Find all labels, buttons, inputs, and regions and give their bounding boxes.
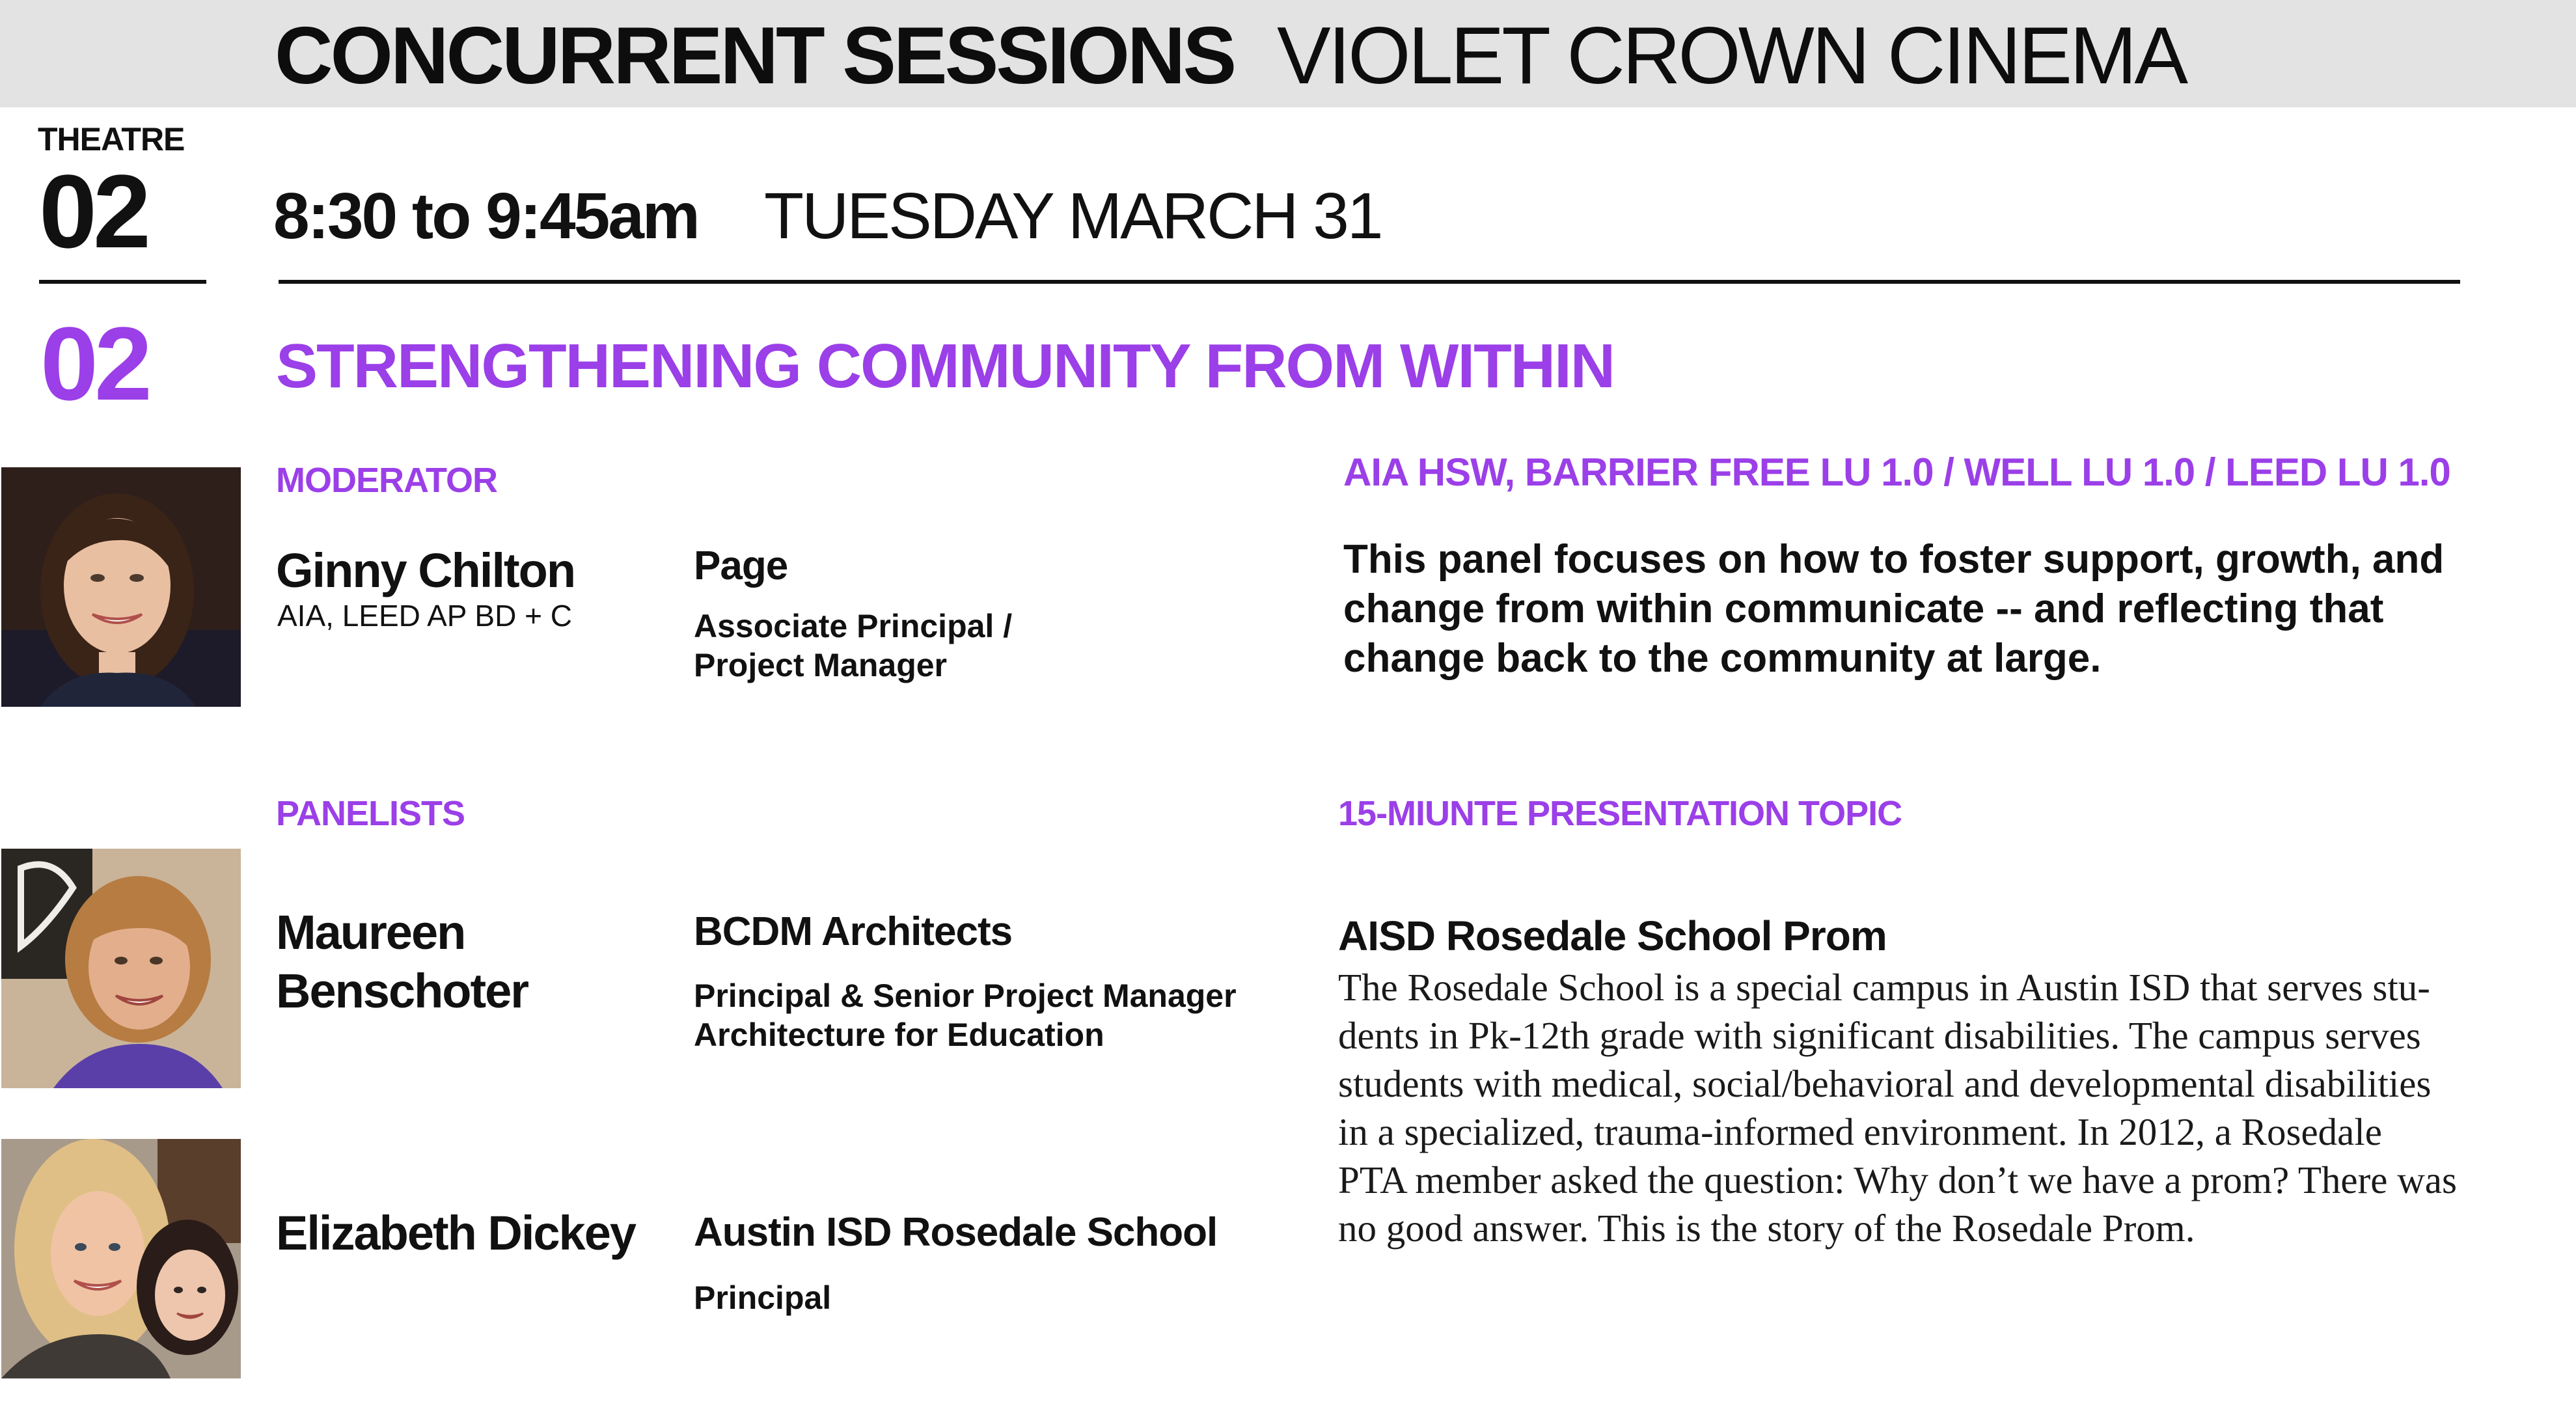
- page-title: CONCURRENT SESSIONS: [275, 11, 1235, 101]
- moderator-role-line2: Project Manager: [694, 647, 948, 683]
- presentation-section-label: 15-MIUNTE PRESENTATION TOPIC: [1338, 794, 1902, 833]
- moderator-credentials: AIA, LEED AP BD + C: [277, 599, 572, 633]
- divider-left: [39, 280, 206, 284]
- panelist-name-line1: Maureen: [276, 905, 465, 959]
- presentation-body-line: in a specialized, trauma-informed environment. In 2012, a Rosedale: [1338, 1110, 2382, 1153]
- moderator-section-label: MODERATOR: [276, 461, 497, 500]
- presentation-body: [1338, 963, 2529, 1252]
- panelist-role-line1: Principal & Senior Project Manager: [694, 978, 1237, 1014]
- presentation-body-line: students with medical, social/behavioral and developmental disabilities: [1338, 1062, 2432, 1105]
- panelist-photo: [1, 1139, 241, 1378]
- portrait-icon: [1, 849, 241, 1088]
- session-number: 02: [40, 305, 148, 422]
- presentation-body-line: no good answer. This is the story of the Rosedale Prom.: [1338, 1207, 2195, 1250]
- panelist-photo: [1, 849, 241, 1088]
- panelist-name-line2: Benschoter: [276, 964, 528, 1018]
- panelist-organization: BCDM Architects: [694, 909, 1013, 954]
- panelist-role: Principal: [694, 1280, 832, 1316]
- session-date: TUESDAY MARCH 31: [764, 180, 1382, 253]
- theatre-number: 02: [39, 153, 147, 269]
- moderator-role-line1: Associate Principal /: [694, 608, 1013, 644]
- panelists-section-label: PANELISTS: [276, 794, 465, 833]
- session-credits: AIA HSW, BARRIER FREE LU 1.0 / WELL LU 1.0 / LEED LU 1.0: [1343, 450, 2450, 494]
- moderator-organization: Page: [694, 543, 788, 588]
- presentation-body-line: PTA member asked the question: Why don’t we have a prom? There was: [1338, 1158, 2457, 1201]
- theatre-label: THEATRE: [38, 121, 185, 157]
- presentation-body-line: The Rosedale School is a special campus in Austin ISD that serves stu-: [1338, 966, 2430, 1009]
- session-description: This panel focuses on how to foster support, growth, and change from within communicate -- and reflecting that change back to the community at large.: [1343, 537, 2445, 681]
- moderator-name: Ginny Chilton: [276, 543, 575, 597]
- portrait-icon: [1, 1139, 241, 1378]
- session-time: 8:30 to 9:45am: [273, 180, 698, 253]
- presentation-body-line: dents in Pk-12th grade with significant disabilities. The campus serves: [1338, 1014, 2421, 1057]
- panelist-organization: Austin ISD Rosedale School: [694, 1210, 1218, 1255]
- presentation-title: AISD Rosedale School Prom: [1338, 912, 1887, 959]
- portrait-icon: [1, 467, 241, 707]
- divider-main: [279, 280, 2460, 284]
- panelist-role-line2: Architecture for Education: [694, 1017, 1104, 1053]
- venue-title: VIOLET CROWN CINEMA: [1277, 11, 2186, 101]
- session-title: STRENGTHENING COMMUNITY FROM WITHIN: [276, 331, 1615, 401]
- moderator-photo: [1, 467, 241, 707]
- panelist-name: Elizabeth Dickey: [276, 1206, 636, 1260]
